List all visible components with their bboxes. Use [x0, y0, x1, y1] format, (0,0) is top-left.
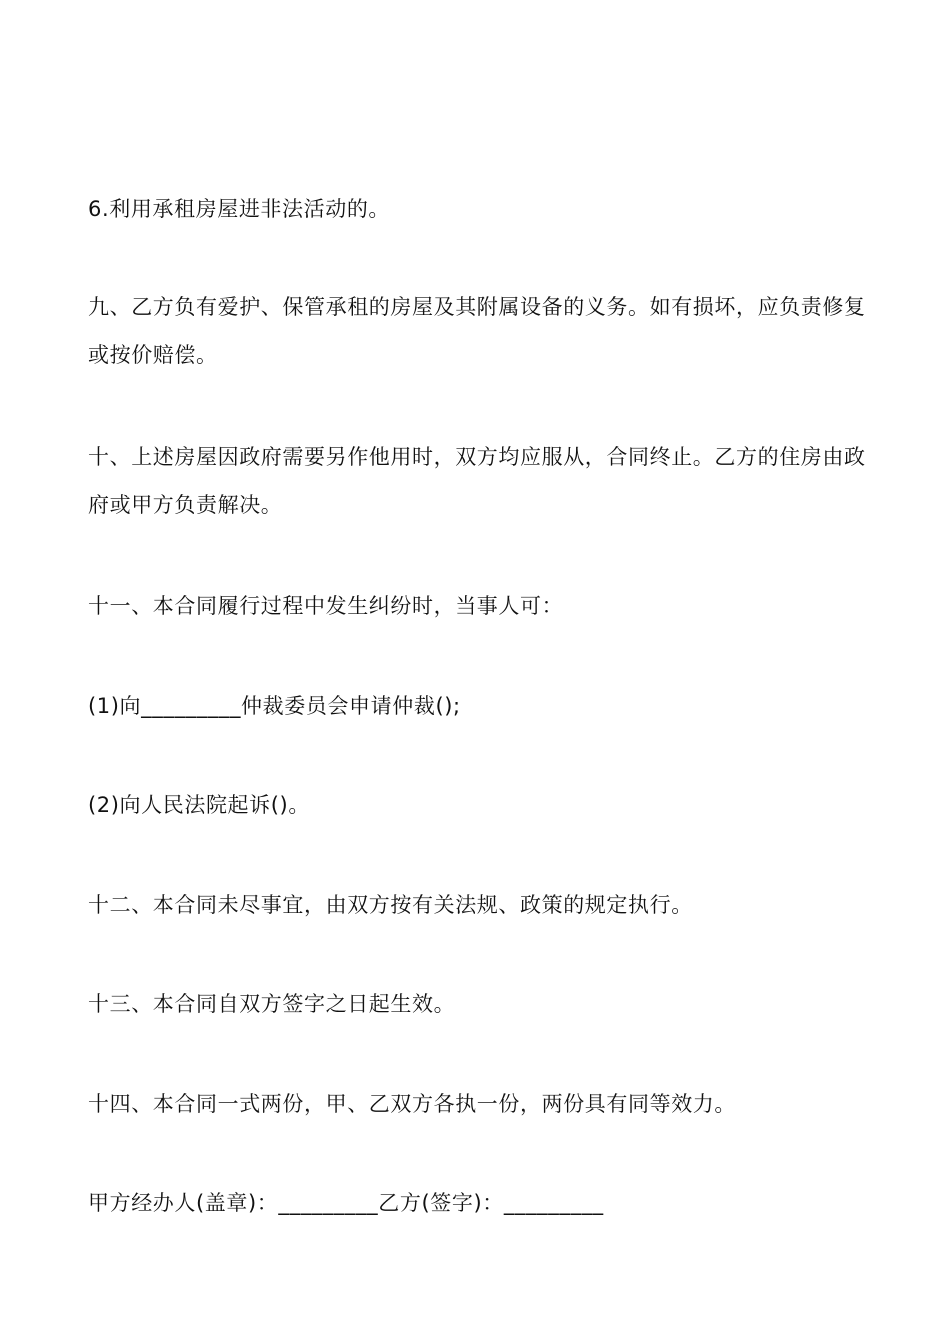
clause-10: 十、上述房屋因政府需要另作他用时，双方均应服从，合同终止。乙方的住房由政府或甲方负责解决。: [88, 445, 866, 517]
clause-11: 十一、本合同履行过程中发生纠纷时，当事人可：: [88, 594, 564, 618]
clause-12: 十二、本合同未尽事宜，由双方按有关法规、政策的规定执行。: [88, 893, 693, 917]
clause-13: 十三、本合同自双方签字之日起生效。: [88, 992, 456, 1016]
clause-8-item-6: 6.利用承租房屋进非法活动的。: [88, 197, 391, 221]
clause-11-option-2: (2)向人民法院起诉()。: [88, 793, 310, 817]
signature-line: 甲方经办人(盖章)：_________乙方(签字)：_________: [88, 1191, 604, 1215]
clause-14: 十四、本合同一式两份，甲、乙双方各执一份，两份具有同等效力。: [88, 1092, 736, 1116]
clause-9: 九、乙方负有爱护、保管承租的房屋及其附属设备的义务。如有损坏，应负责修复或按价赔偿。: [88, 295, 866, 367]
clause-11-option-1: (1)向_________仲裁委员会申请仲裁();: [88, 694, 461, 718]
